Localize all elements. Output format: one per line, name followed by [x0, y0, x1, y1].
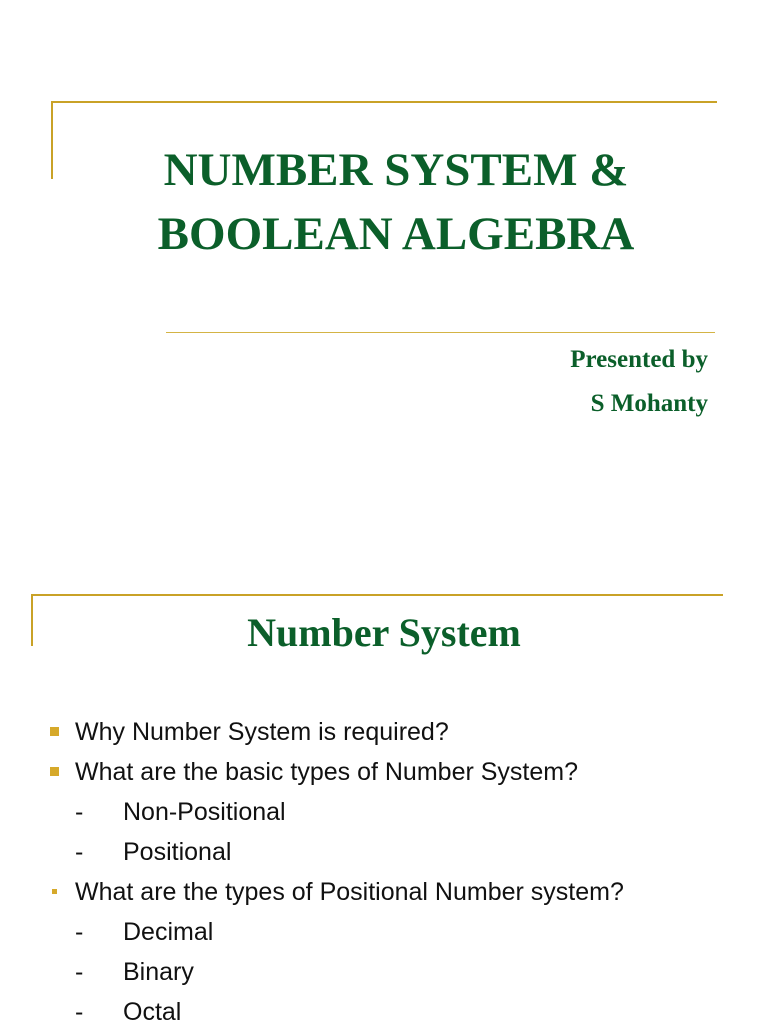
bullet-list: [46, 712, 746, 1032]
title-line-1: NUMBER SYSTEM &: [163, 144, 629, 196]
sub-list-item: [46, 832, 746, 872]
square-bullet-icon: [52, 889, 57, 894]
frame-top-line: [51, 101, 717, 103]
sub-list-item: [46, 952, 746, 992]
dash-marker: -: [75, 918, 84, 946]
square-bullet-icon: [50, 727, 59, 736]
slide2-frame-top-line: [31, 594, 723, 596]
title-underline: [166, 332, 715, 333]
list-item-text: What are the types of Positional Number system?: [75, 878, 624, 906]
sub-list-item: [46, 992, 746, 1032]
slide-title: [60, 138, 732, 266]
square-bullet-icon: [50, 767, 59, 776]
dash-marker: -: [75, 958, 84, 986]
section-title: Number System: [247, 610, 521, 655]
sub-list-item: [46, 792, 746, 832]
list-item-text: Decimal: [123, 918, 214, 946]
presented-by-label: Presented by: [570, 346, 708, 373]
list-item-text: What are the basic types of Number System?: [75, 758, 578, 786]
list-item-text: Positional: [123, 838, 232, 866]
presenter-block: [570, 338, 708, 426]
dash-marker: -: [75, 798, 84, 826]
presenter-name: S Mohanty: [590, 390, 708, 417]
title-line-2: BOOLEAN ALGEBRA: [157, 208, 635, 260]
dash-marker: -: [75, 838, 84, 866]
list-item: [46, 712, 746, 752]
frame-left-line: [51, 101, 53, 179]
list-item-text: Non-Positional: [123, 798, 286, 826]
list-item: [46, 752, 746, 792]
sub-list-item: [46, 912, 746, 952]
dash-marker: -: [75, 998, 84, 1026]
list-item-text: Octal: [123, 998, 182, 1026]
list-item-text: Why Number System is required?: [75, 718, 449, 746]
list-item-text: Binary: [123, 958, 194, 986]
list-item: [46, 872, 746, 912]
